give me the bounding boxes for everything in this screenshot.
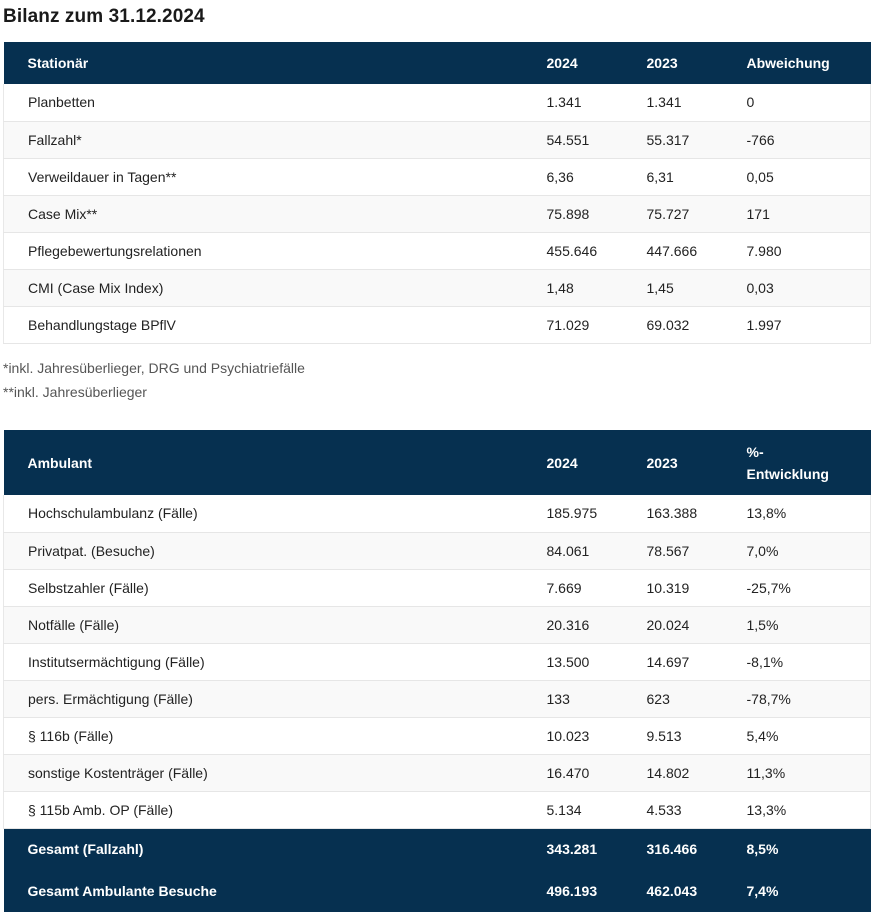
table-row xyxy=(4,84,871,121)
table-row xyxy=(4,121,871,158)
row-label: Pflegebewertungsrelationen xyxy=(4,232,547,269)
value-2024: 16.470 xyxy=(547,754,647,791)
table-row xyxy=(4,717,871,754)
column-header: 2024 xyxy=(547,430,647,495)
value-change: 11,3% xyxy=(747,754,871,791)
total-row xyxy=(4,828,871,870)
column-header: 2024 xyxy=(547,42,647,84)
value-2024: 71.029 xyxy=(547,306,647,343)
value-2024: 10.023 xyxy=(547,717,647,754)
value-change: -8,1% xyxy=(747,643,871,680)
row-label: Planbetten xyxy=(4,84,547,121)
value-2024: 84.061 xyxy=(547,532,647,569)
value-2024: 7.669 xyxy=(547,569,647,606)
value-deviation: 0,03 xyxy=(747,269,871,306)
table-header-row xyxy=(4,42,871,84)
row-label: sonstige Kostenträger (Fälle) xyxy=(4,754,547,791)
value-2023: 9.513 xyxy=(647,717,747,754)
row-label: CMI (Case Mix Index) xyxy=(4,269,547,306)
stationaer-table xyxy=(3,42,871,344)
value-2023: 14.802 xyxy=(647,754,747,791)
row-label: Hochschulambulanz (Fälle) xyxy=(4,495,547,532)
row-label: Selbstzahler (Fälle) xyxy=(4,569,547,606)
value-deviation: 0,05 xyxy=(747,158,871,195)
row-label: Case Mix** xyxy=(4,195,547,232)
table-row xyxy=(4,306,871,343)
value-change: -78,7% xyxy=(747,680,871,717)
ambulant-table xyxy=(3,430,871,912)
row-label: § 116b (Fälle) xyxy=(4,717,547,754)
total-2023: 462.043 xyxy=(647,870,747,912)
value-change: -25,7% xyxy=(747,569,871,606)
total-label: Gesamt (Fallzahl) xyxy=(4,828,547,870)
value-deviation: 7.980 xyxy=(747,232,871,269)
table-row xyxy=(4,158,871,195)
total-2023: 316.466 xyxy=(647,828,747,870)
value-2023: 78.567 xyxy=(647,532,747,569)
value-deviation: -766 xyxy=(747,121,871,158)
value-change: 7,0% xyxy=(747,532,871,569)
row-label: Institutsermächtigung (Fälle) xyxy=(4,643,547,680)
value-2024: 1,48 xyxy=(547,269,647,306)
value-change: 5,4% xyxy=(747,717,871,754)
column-header: Stationär xyxy=(4,42,547,84)
value-2023: 1,45 xyxy=(647,269,747,306)
value-2023: 20.024 xyxy=(647,606,747,643)
total-change: 7,4% xyxy=(747,870,871,912)
value-2024: 1.341 xyxy=(547,84,647,121)
value-2024: 5.134 xyxy=(547,791,647,828)
column-header-line: Entwicklung xyxy=(746,465,829,482)
table-row xyxy=(4,495,871,532)
value-change: 13,8% xyxy=(747,495,871,532)
value-2023: 14.697 xyxy=(647,643,747,680)
table-row xyxy=(4,195,871,232)
total-2024: 343.281 xyxy=(547,828,647,870)
value-2024: 13.500 xyxy=(547,643,647,680)
value-2024: 20.316 xyxy=(547,606,647,643)
value-2024: 54.551 xyxy=(547,121,647,158)
table-row xyxy=(4,791,871,828)
value-2024: 185.975 xyxy=(547,495,647,532)
column-header: Abweichung xyxy=(747,42,871,84)
table-row xyxy=(4,269,871,306)
value-deviation: 1.997 xyxy=(747,306,871,343)
table-row xyxy=(4,569,871,606)
table-header-row xyxy=(4,430,871,495)
table-row xyxy=(4,232,871,269)
table-row xyxy=(4,643,871,680)
footnote: **inkl. Jahresüberlieger xyxy=(3,384,147,400)
value-2024: 6,36 xyxy=(547,158,647,195)
value-2023: 6,31 xyxy=(647,158,747,195)
value-change: 1,5% xyxy=(747,606,871,643)
value-2023: 1.341 xyxy=(647,84,747,121)
value-change: 13,3% xyxy=(747,791,871,828)
column-header: 2023 xyxy=(647,430,747,495)
value-2024: 75.898 xyxy=(547,195,647,232)
row-label: Verweildauer in Tagen** xyxy=(4,158,547,195)
table-row xyxy=(4,532,871,569)
value-2023: 623 xyxy=(647,680,747,717)
row-label: pers. Ermächtigung (Fälle) xyxy=(4,680,547,717)
value-2024: 133 xyxy=(547,680,647,717)
total-2024: 496.193 xyxy=(547,870,647,912)
column-header-line: %- xyxy=(746,443,764,460)
row-label: Fallzahl* xyxy=(4,121,547,158)
value-2023: 69.032 xyxy=(647,306,747,343)
row-label: Notfälle (Fälle) xyxy=(4,606,547,643)
column-header: 2023 xyxy=(647,42,747,84)
row-label: Behandlungstage BPflV xyxy=(4,306,547,343)
total-change: 8,5% xyxy=(747,828,871,870)
value-2023: 4.533 xyxy=(647,791,747,828)
total-row xyxy=(4,870,871,912)
total-label: Gesamt Ambulante Besuche xyxy=(4,870,547,912)
column-header: Ambulant xyxy=(4,430,547,495)
page-title: Bilanz zum 31.12.2024 xyxy=(3,6,205,27)
value-2023: 10.319 xyxy=(647,569,747,606)
value-2023: 55.317 xyxy=(647,121,747,158)
table-row xyxy=(4,754,871,791)
footnote: *inkl. Jahresüberlieger, DRG und Psychiatriefälle xyxy=(3,360,305,376)
value-deviation: 171 xyxy=(747,195,871,232)
table-row xyxy=(4,606,871,643)
value-2023: 163.388 xyxy=(647,495,747,532)
value-2023: 447.666 xyxy=(647,232,747,269)
column-header xyxy=(747,430,871,495)
row-label: Privatpat. (Besuche) xyxy=(4,532,547,569)
row-label: § 115b Amb. OP (Fälle) xyxy=(4,791,547,828)
table-row xyxy=(4,680,871,717)
value-2023: 75.727 xyxy=(647,195,747,232)
value-deviation: 0 xyxy=(747,84,871,121)
value-2024: 455.646 xyxy=(547,232,647,269)
